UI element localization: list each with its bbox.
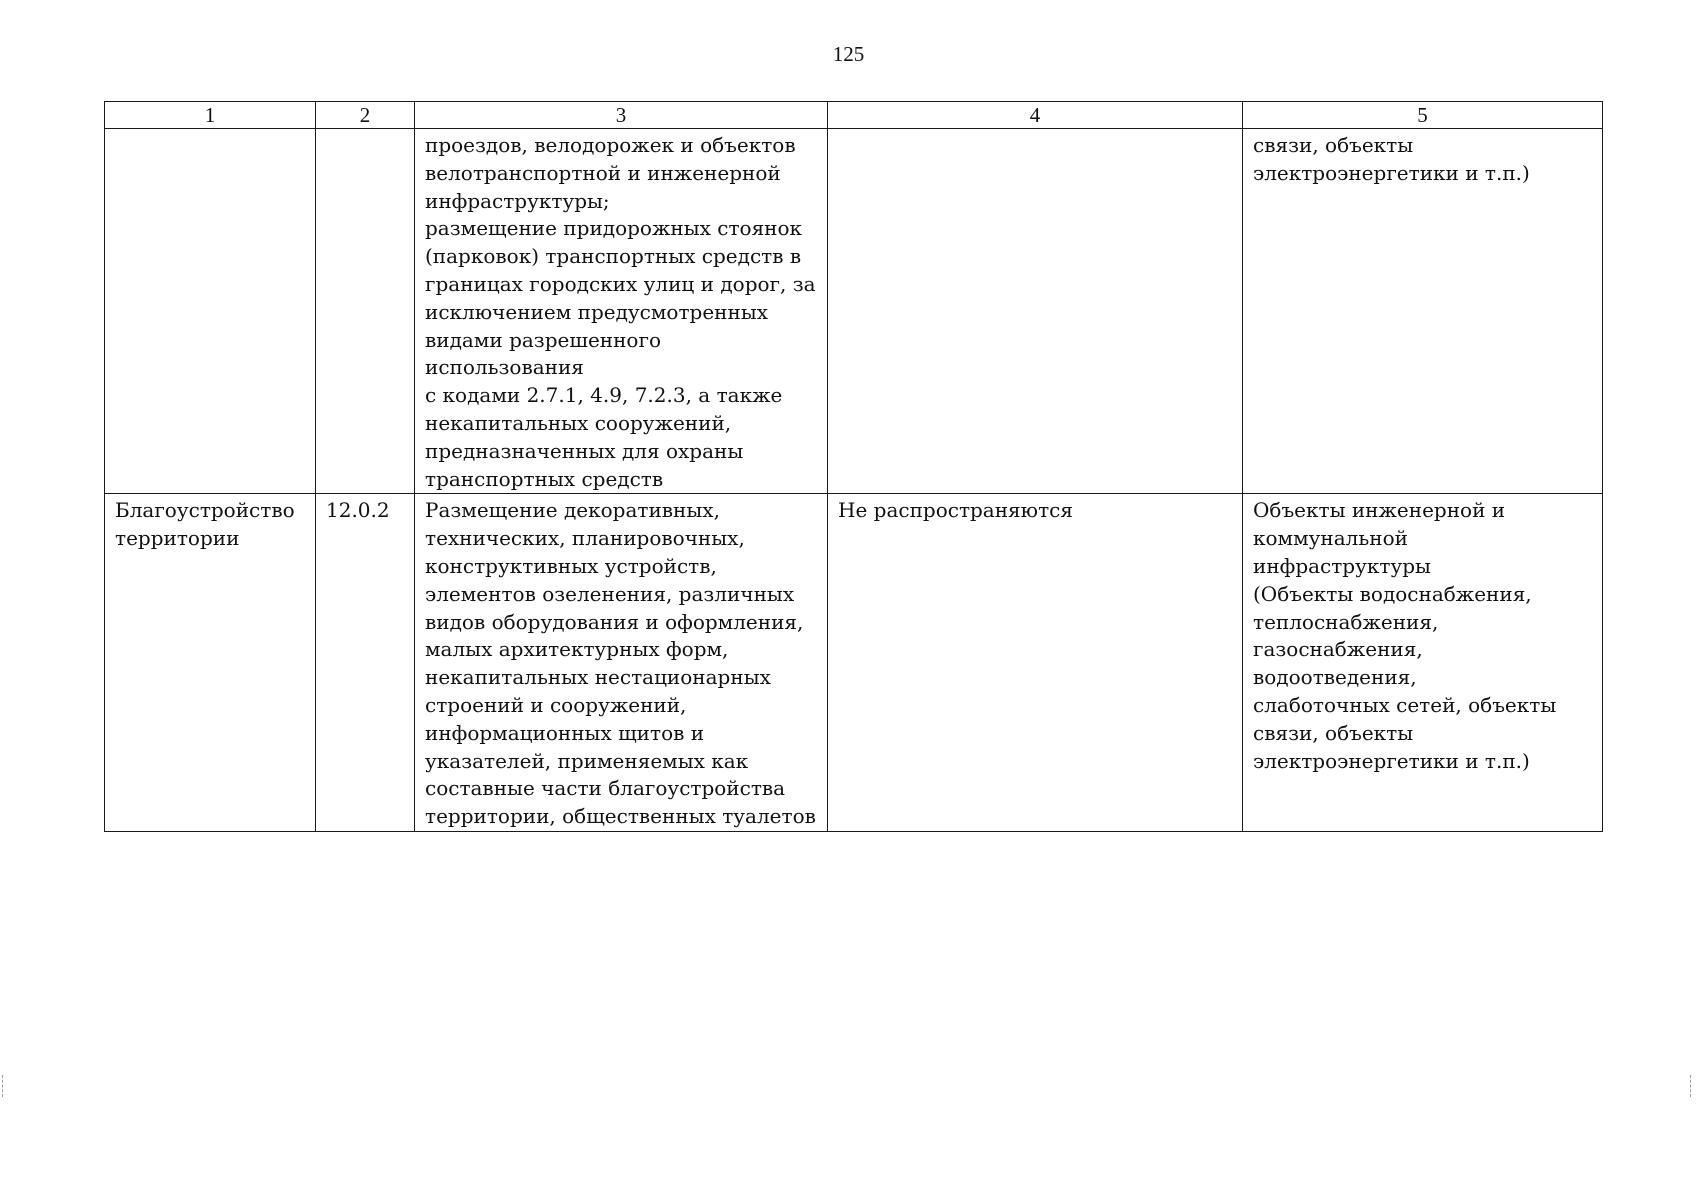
scan-edge-mark bbox=[1690, 1075, 1697, 1097]
column-header-4: 4 bbox=[828, 102, 1243, 129]
column-header-5: 5 bbox=[1243, 102, 1603, 129]
column-header-1: 1 bbox=[105, 102, 316, 129]
table-row bbox=[105, 129, 1603, 494]
page-number: 125 bbox=[832, 42, 865, 66]
regulations-table bbox=[104, 101, 1603, 832]
table-row bbox=[105, 494, 1603, 832]
cell-auxiliary-objects: Объекты инженерной и коммунальной инфраструктуры (Объекты водоснабжения, теплоснабжения, газоснабжения, водоотведения, слаботочных сетей, объекты связи, объекты электроэнергетики и т.п.) bbox=[1243, 494, 1603, 832]
cell-code bbox=[316, 129, 415, 494]
cell-parameters bbox=[828, 129, 1243, 494]
cell-parameters: Не распространяются bbox=[828, 494, 1243, 832]
cell-description: Размещение декоративных, технических, планировочных, конструктивных устройств, элементов озеленения, различных видов оборудования и оформления, малых архитектурных форм, некапитальных нестационарных строений и сооружений, информационных щитов и указателей, применяемых как составные части благоустройства территории, общественных туалетов bbox=[415, 494, 828, 832]
cell-code: 12.0.2 bbox=[316, 494, 415, 832]
cell-auxiliary-objects: связи, объекты электроэнергетики и т.п.) bbox=[1243, 129, 1603, 494]
cell-use-type: Благоустройство территории bbox=[105, 494, 316, 832]
table-header-row bbox=[105, 102, 1603, 129]
column-header-3: 3 bbox=[415, 102, 828, 129]
cell-description: проездов, велодорожек и объектов велотранспортной и инженерной инфраструктуры; размещение придорожных стоянок (парковок) транспортных средств в границах городских улиц и дорог, за исключением предусмотренных видами разрешенного использования с кодами 2.7.1, 4.9, 7.2.3, а также некапитальных сооружений, предназначенных для охраны транспортных средств bbox=[415, 129, 828, 494]
scan-edge-mark bbox=[2, 1075, 9, 1097]
cell-use-type bbox=[105, 129, 316, 494]
column-header-2: 2 bbox=[316, 102, 415, 129]
